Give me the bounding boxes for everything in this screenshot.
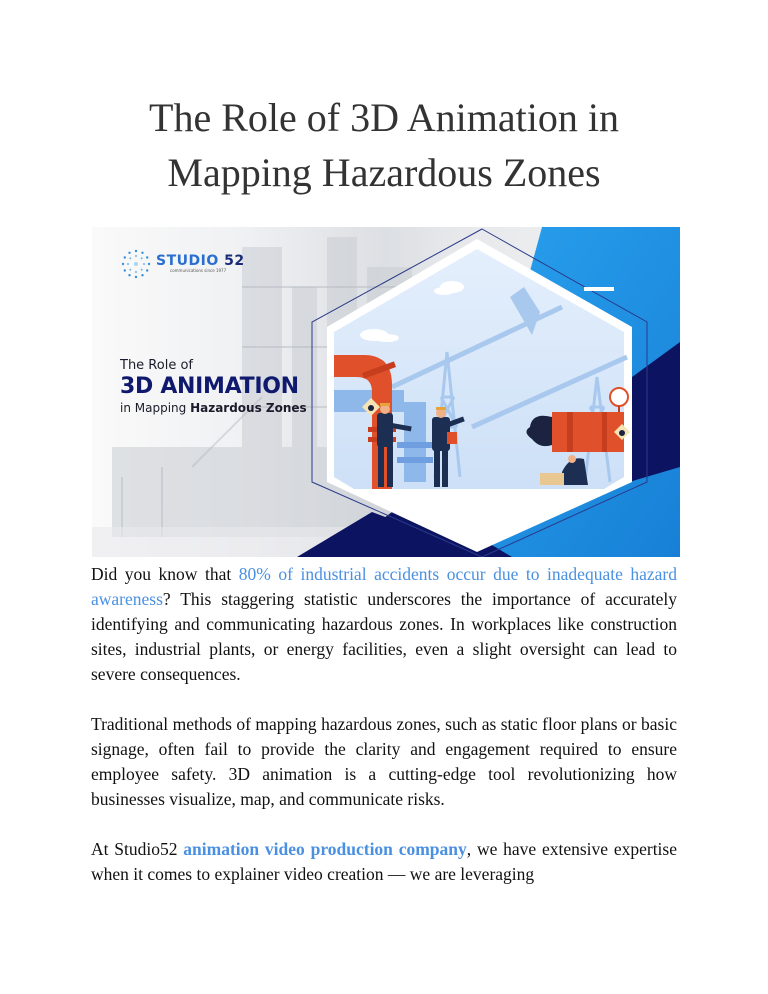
paragraph-studio52 [91, 837, 677, 887]
paragraph-intro-prefix: Did you know that [91, 564, 239, 584]
studio52-logo [120, 248, 245, 280]
statistic-link[interactable]: 80% of industrial accidents occur due to inadequate hazard awareness [91, 564, 677, 609]
hero-banner-image [92, 227, 680, 557]
banner-heading-line-3-bold: Hazardous Zones [190, 401, 307, 415]
paragraph-traditional-methods: Traditional methods of mapping hazardous zones, such as static floor plans or basic signage, often fail to provide the clarity and engagement required to ensure employee safety. 3D animation is a cutting-edge tool revolutionizing how businesses visualize, map, and communicate risks. [91, 714, 677, 809]
paragraph-studio52-prefix: At Studio52 [91, 839, 184, 859]
logo-tagline: communications since 1977 [170, 268, 227, 273]
dotted-burst-logo-icon [120, 248, 152, 280]
banner-heading [120, 358, 307, 416]
banner-heading-line-3 [120, 400, 307, 416]
banner-heading-line-3-prefix: in Mapping [120, 401, 191, 415]
animation-company-link[interactable]: animation video production company [183, 839, 467, 859]
paragraph-intro [91, 562, 677, 687]
paragraph-intro-suffix: ? This staggering statistic underscores the importance of accurately identifying and communicating hazardous zones. In workplaces like construction sites, industrial plants, or energy facilities, even a slight oversight can lead to severe consequences. [91, 589, 677, 684]
logo-name-number: 52 [224, 253, 245, 269]
banner-heading-line-1: The Role of [120, 358, 193, 373]
banner-heading-line-2: 3D ANIMATION [120, 374, 299, 399]
title-line-2: Mapping Hazardous Zones [167, 150, 601, 195]
paragraph-studio52-suffix: , we have extensive expertise when it comes to explainer video creation — we are leveraging [91, 839, 677, 884]
title-line-1: The Role of 3D Animation in [149, 95, 619, 140]
logo-name [156, 254, 245, 268]
logo-name-prefix: STUDIO [156, 253, 225, 269]
page-title [0, 90, 768, 200]
